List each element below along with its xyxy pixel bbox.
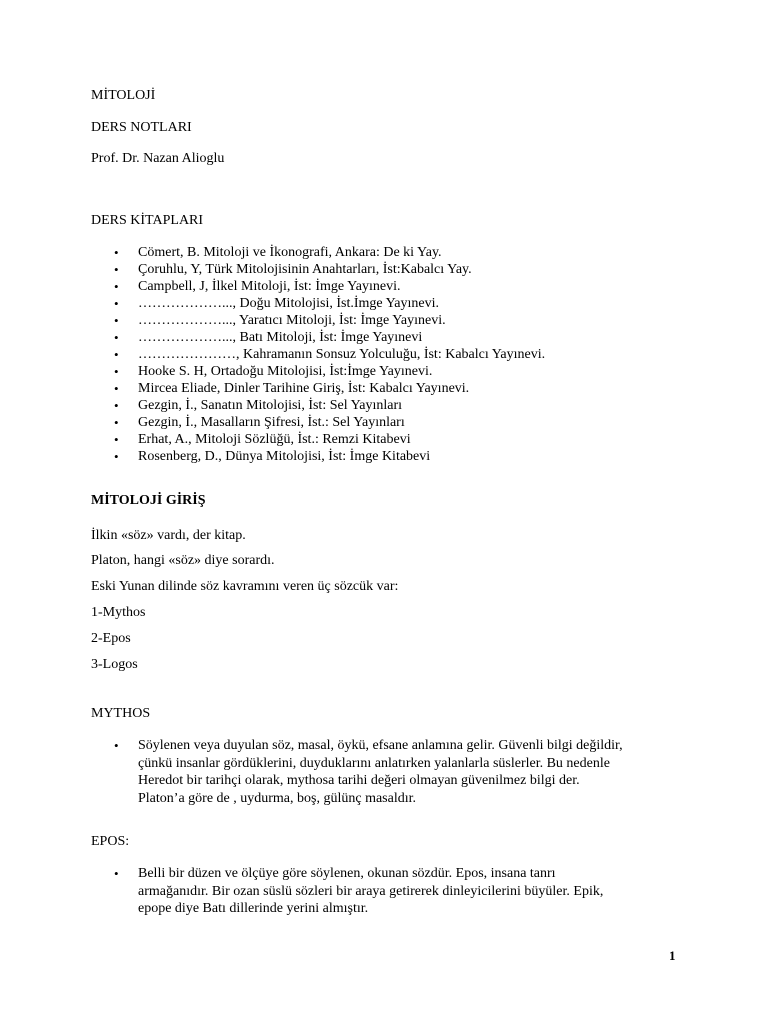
bullet-icon: • [114,432,119,447]
bullet-icon: • [114,296,119,311]
book-text: ………………..., Doğu Mitolojisi, İst.İmge Yayınevi. [138,296,440,311]
intro-line: 1-Mythos [91,605,146,620]
mythos-heading: MYTHOS [91,706,151,721]
bullet-icon: • [114,866,119,881]
author-name: Prof. Dr. Nazan Alioglu [91,151,225,166]
intro-line: 3-Logos [91,657,138,672]
intro-line: 2-Epos [91,631,131,646]
bullet-icon: • [114,381,119,396]
intro-line: Platon, hangi «söz» diye sorardı. [91,553,275,568]
book-text: …………………, Kahramanın Sonsuz Yolculuğu, İst: Kabalcı Yayınevi. [138,347,546,362]
paragraph-line: epope diye Batı dillerinde yerini almıştır. [138,901,369,916]
bullet-icon: • [114,364,119,379]
bullet-icon: • [114,398,119,413]
bullet-icon: • [114,449,119,464]
book-text: Gezgin, İ., Sanatın Mitolojisi, İst: Sel Yayınları [138,398,403,413]
bullet-icon: • [114,330,119,345]
paragraph-line: Platon’a göre de , uydurma, boş, gülünç masaldır. [138,790,416,806]
paragraph-line: Söylenen veya duyulan söz, masal, öykü, efsane anlamına gelir. Güvenli bilgi değildir, [138,738,623,753]
book-text: Gezgin, İ., Masalların Şifresi, İst.: Sel Yayınları [138,415,405,430]
paragraph-line: Belli bir düzen ve ölçüye göre söylenen, okunan sözdür. Epos, insana tanrı [138,866,556,881]
paragraph-line: armağanıdır. Bir ozan süslü sözleri bir araya getirerek dinleyicilerini büyüler. Epik, [138,883,604,899]
bullet-icon: • [114,245,119,260]
book-text: Cömert, B. Mitoloji ve İkonografi, Ankara: De ki Yay. [138,245,442,260]
book-text: ………………..., Batı Mitoloji, İst: İmge Yayınevi [138,330,423,345]
bullet-icon: • [114,313,119,328]
bullet-icon: • [114,262,119,277]
book-text: Mircea Eliade, Dinler Tarihine Giriş, İst: Kabalcı Yayınevi. [138,381,470,396]
books-heading: DERS KİTAPLARI [91,213,204,228]
epos-heading: EPOS: [91,834,130,849]
bullet-icon: • [114,279,119,294]
book-text: Campbell, J, İlkel Mitoloji, İst: İmge Yayınevi. [138,279,401,294]
document-subtitle: DERS NOTLARI [91,120,192,135]
intro-heading: MİTOLOJİ GİRİŞ [91,493,206,508]
book-text: ………………..., Yaratıcı Mitoloji, İst: İmge Yayınevi. [138,313,446,328]
page-number: 1 [669,948,676,963]
book-text: Çoruhlu, Y, Türk Mitolojisinin Anahtarları, İst:Kabalcı Yay. [138,262,472,277]
intro-line: Eski Yunan dilinde söz kavramını veren üç sözcük var: [91,579,399,594]
intro-line: İlkin «söz» vardı, der kitap. [91,528,246,543]
book-text: Hooke S. H, Ortadoğu Mitolojisi, İst:İmge Yayınevi. [138,364,433,379]
paragraph-line: çünkü insanlar gördüklerini, duyduklarını anlatırken yalanlarla süslerler. Bu nedenle [138,755,610,771]
bullet-icon: • [114,738,119,753]
document-title: MİTOLOJİ [91,88,156,103]
bullet-icon: • [114,347,119,362]
book-text: Erhat, A., Mitoloji Sözlüğü, İst.: Remzi Kitabevi [138,432,411,447]
bullet-icon: • [114,415,119,430]
book-text: Rosenberg, D., Dünya Mitolojisi, İst: İmge Kitabevi [138,449,431,464]
paragraph-line: Heredot bir tarihçi olarak, mythosa tarihi değeri olmayan güvenilmez bilgi der. [138,773,580,788]
mythos-paragraph [138,737,698,807]
epos-paragraph [138,865,698,918]
